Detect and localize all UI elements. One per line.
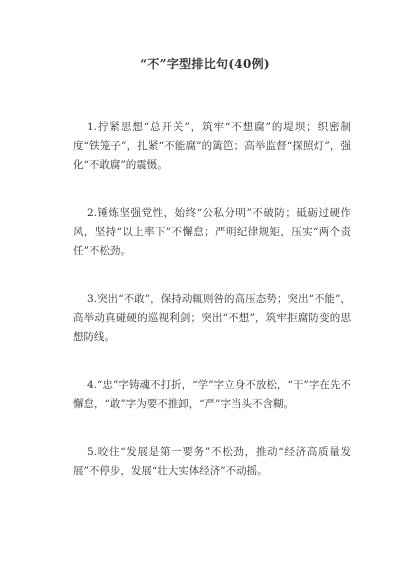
paragraph-4: 4.“忠”字铸魂不打折，“学”字立身不放松，“干”字在先不懈怠，“敢”字为要不推卸，“严”字当头不含糊。 xyxy=(73,379,351,410)
paragraph-1: 1.拧紧思想“总开关”，筑牢“不想腐”的堤坝；织密制度“铁笼子”，扎紧“不能腐”的篱笆；高举监督“探照灯”，强化“不敢腐”的震慑。 xyxy=(73,121,351,171)
document-title: “不”字型排比句(40例) xyxy=(140,57,270,71)
paragraph-2: 2.锤炼坚强党性，始终“公私分明”不破防；砥砺过硬作风，坚持“以上率下”不懈怠；严明纪律规矩，压实“两个责任”不松劲。 xyxy=(73,207,351,257)
paragraph-3: 3.突出“不敢”，保持动辄则咎的高压态势；突出“不能”，高举动真碰硬的巡视利剑；突出“不想”，筑牢拒腐防变的思想防线。 xyxy=(73,293,351,343)
paragraph-5: 5.咬住“发展是第一要务”不松劲，推动“经济高质量发展”不停步，发展“壮大实体经济”不动摇。 xyxy=(73,446,351,477)
paragraph-list xyxy=(73,118,351,481)
